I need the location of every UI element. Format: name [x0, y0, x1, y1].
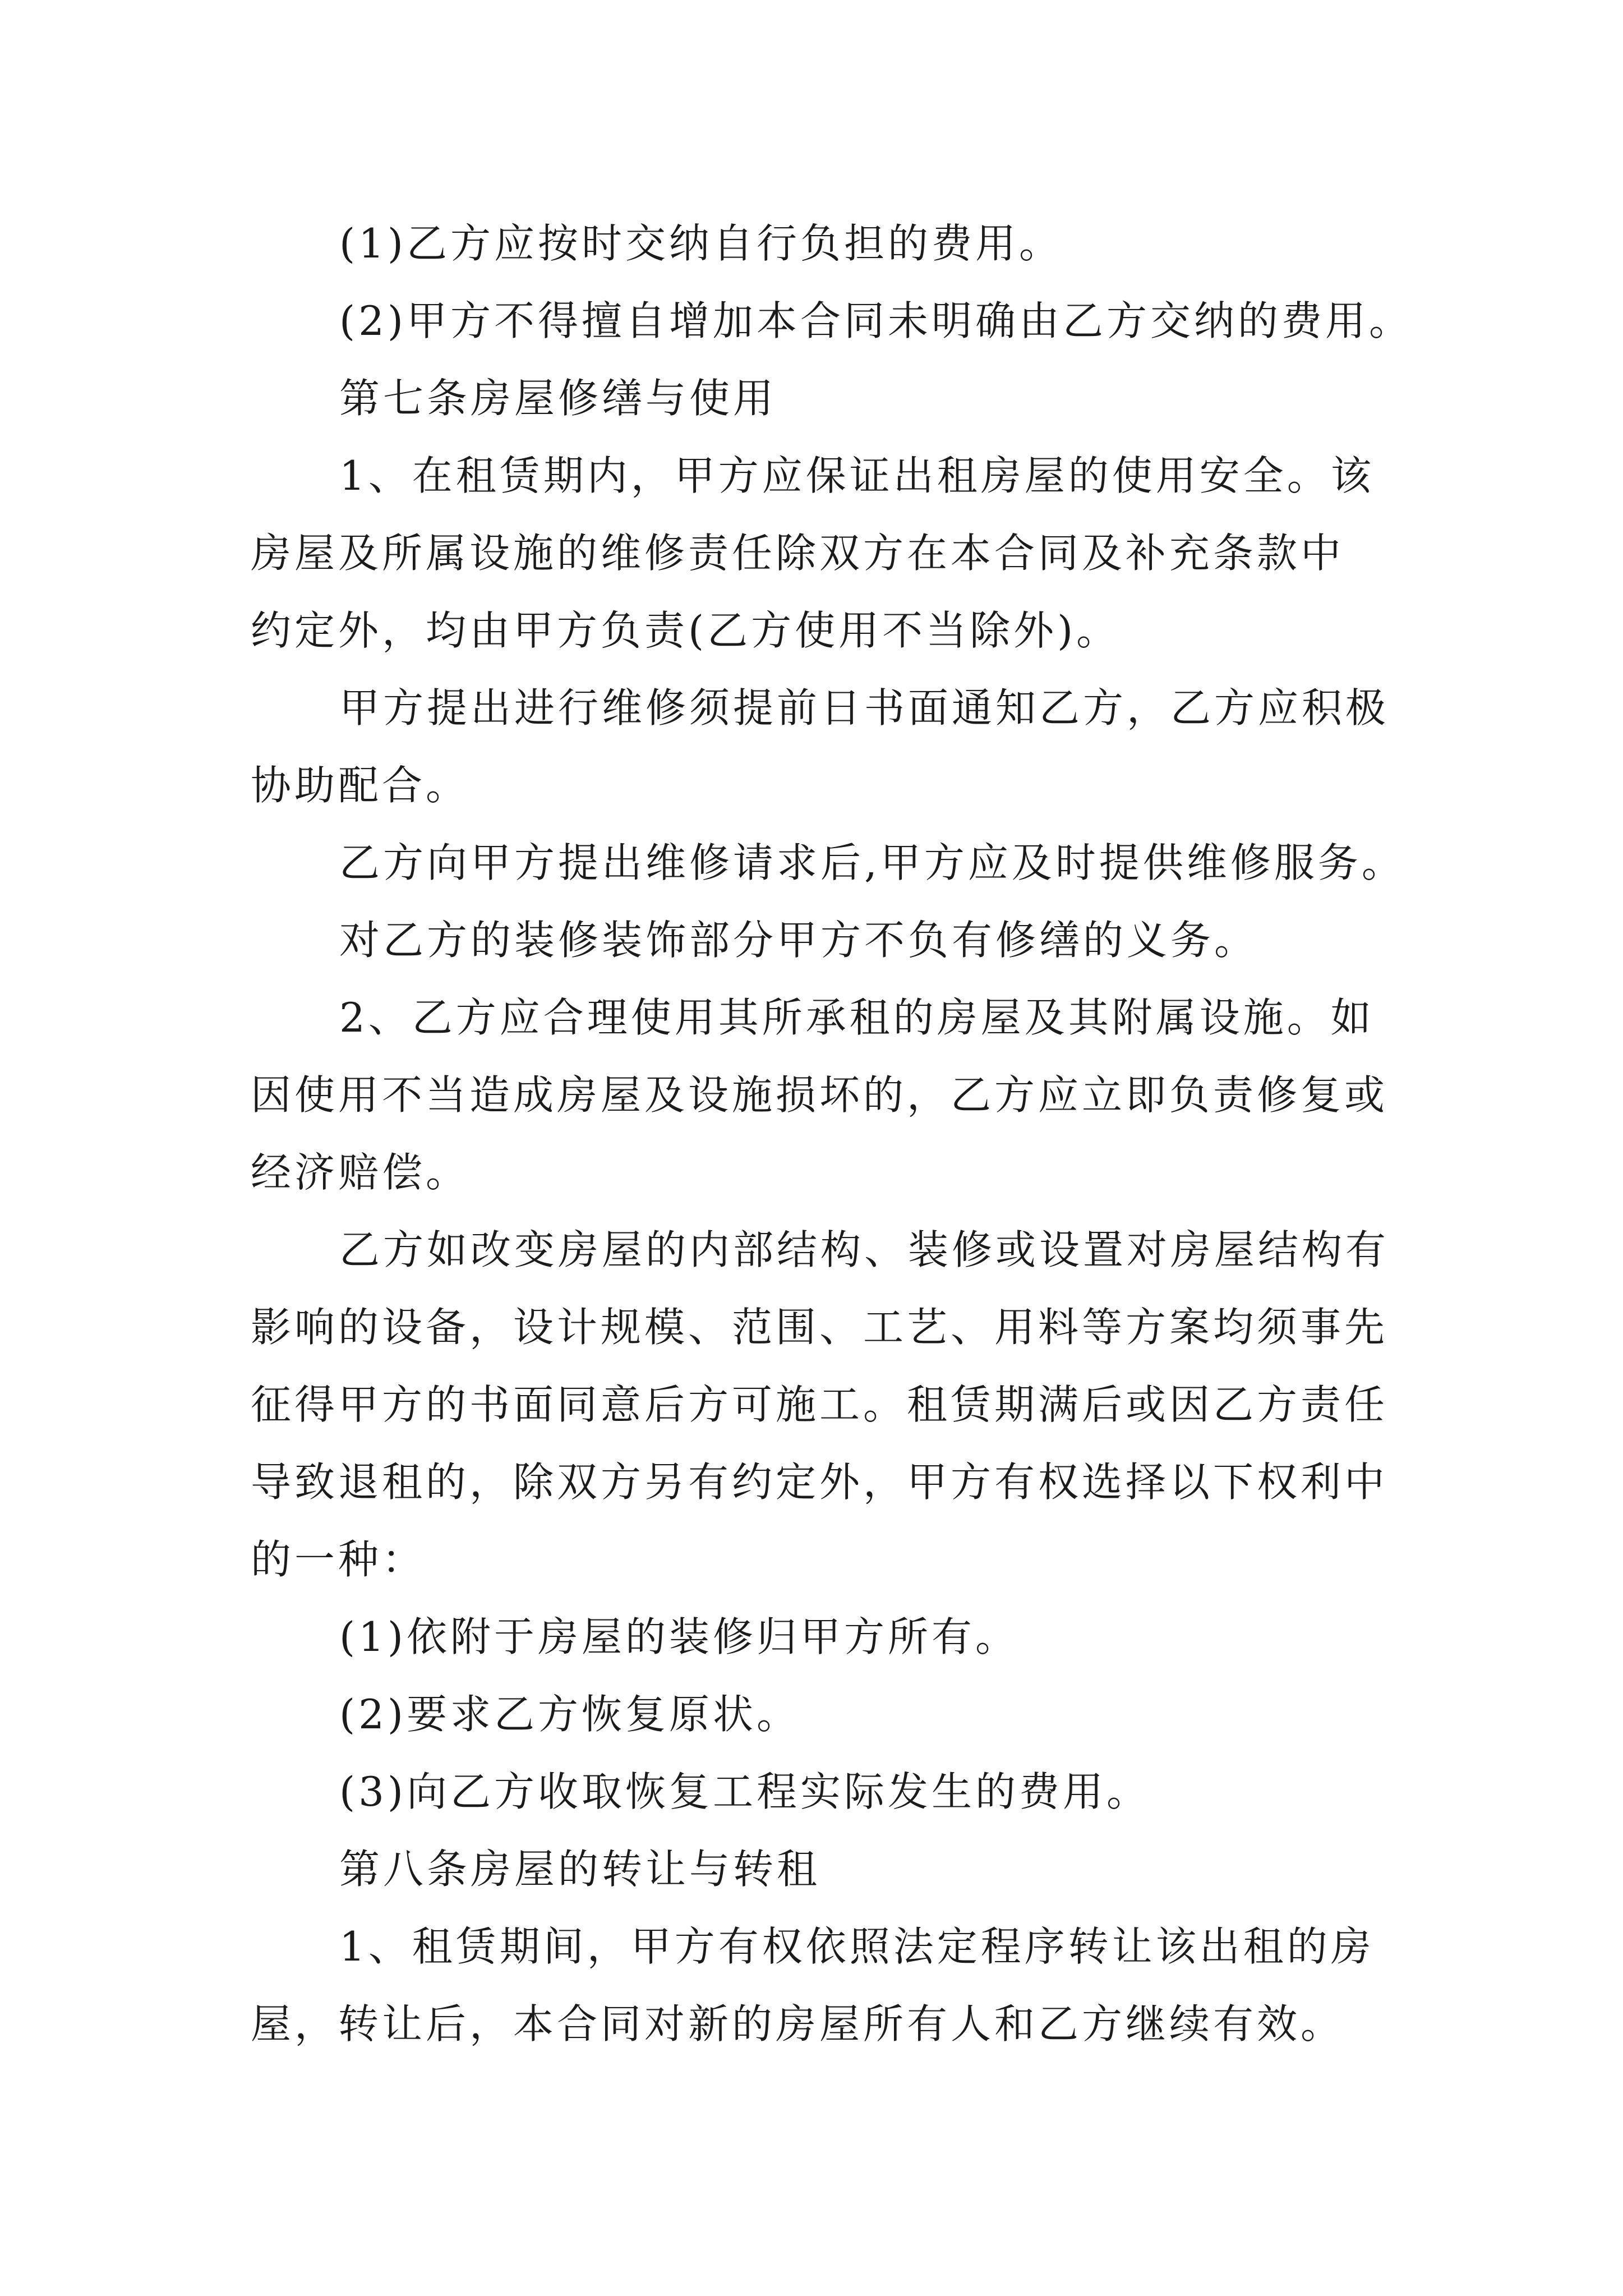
text-line: (3)向乙方收取恢复工程实际发生的费用。 [339, 1768, 1150, 1815]
text-line: (1)乙方应按时交纳自行负担的费用。 [339, 220, 1063, 267]
text-line: 约定外，均由甲方负责(乙方使用不当除外)。 [251, 607, 1121, 654]
paragraph [251, 669, 1484, 824]
paragraph-item-2 [251, 282, 1484, 360]
text-line: 经济赔偿。 [251, 1149, 470, 1196]
text-line: 1、在租赁期内，甲方应保证出租房屋的使用安全。该 [339, 452, 1375, 499]
text-line: 乙方向甲方提出维修请求后,甲方应及时提供维修服务。 [339, 839, 1405, 886]
paragraph-item-1 [251, 1598, 1484, 1676]
paragraph-clause-2 [251, 979, 1484, 1211]
text-line: (2)甲方不得擅自增加本合同未明确由乙方交纳的费用。 [339, 297, 1413, 344]
paragraph [251, 901, 1484, 979]
text-line: 影响的设备，设计规模、范围、工艺、用料等方案均须事先 [251, 1304, 1389, 1351]
paragraph-item-2 [251, 1676, 1484, 1753]
text-line: 屋，转让后，本合同对新的房屋所有人和乙方继续有效。 [251, 2000, 1345, 2047]
text-line: (2)要求乙方恢复原状。 [339, 1691, 800, 1738]
paragraph-clause-1 [251, 437, 1484, 669]
text-line: 征得甲方的书面同意后方可施工。租赁期满后或因乙方责任 [251, 1381, 1389, 1428]
text-line: 乙方如改变房屋的内部结构、装修或设置对房屋结构有 [339, 1226, 1390, 1273]
text-line: 因使用不当造成房屋及设施损坏的，乙方应立即负责修复或 [251, 1071, 1389, 1119]
paragraph [251, 824, 1484, 901]
text-line: (1)依附于房屋的装修归甲方所有。 [339, 1613, 1019, 1660]
paragraph-item-1 [251, 205, 1484, 282]
text-line: 房屋及所属设施的维修责任除双方在本合同及补充条款中 [251, 530, 1345, 577]
article-heading-7 [251, 360, 1484, 437]
text-line: 导致退租的，除双方另有约定外，甲方有权选择以下权利中 [251, 1458, 1389, 1506]
text-line: 对乙方的装修装饰部分甲方不负有修缮的义务。 [339, 917, 1258, 964]
paragraph-clause-1 [251, 1908, 1484, 2063]
paragraph-item-3 [251, 1753, 1484, 1830]
text-line: 协助配合。 [251, 762, 470, 809]
document-body [251, 205, 1484, 2063]
text-line: 2、乙方应合理使用其所承租的房屋及其附属设施。如 [339, 994, 1375, 1041]
article-heading-8 [251, 1830, 1484, 1908]
paragraph [251, 1211, 1484, 1598]
text-line: 甲方提出进行维修须提前日书面通知乙方，乙方应积极 [339, 684, 1390, 731]
article-heading: 第八条房屋的转让与转租 [339, 1846, 821, 1893]
text-line: 1、租赁期间，甲方有权依照法定程序转让该出租的房 [339, 1923, 1375, 1970]
text-line: 的一种： [251, 1536, 426, 1583]
article-heading: 第七条房屋修缮与使用 [339, 375, 777, 422]
